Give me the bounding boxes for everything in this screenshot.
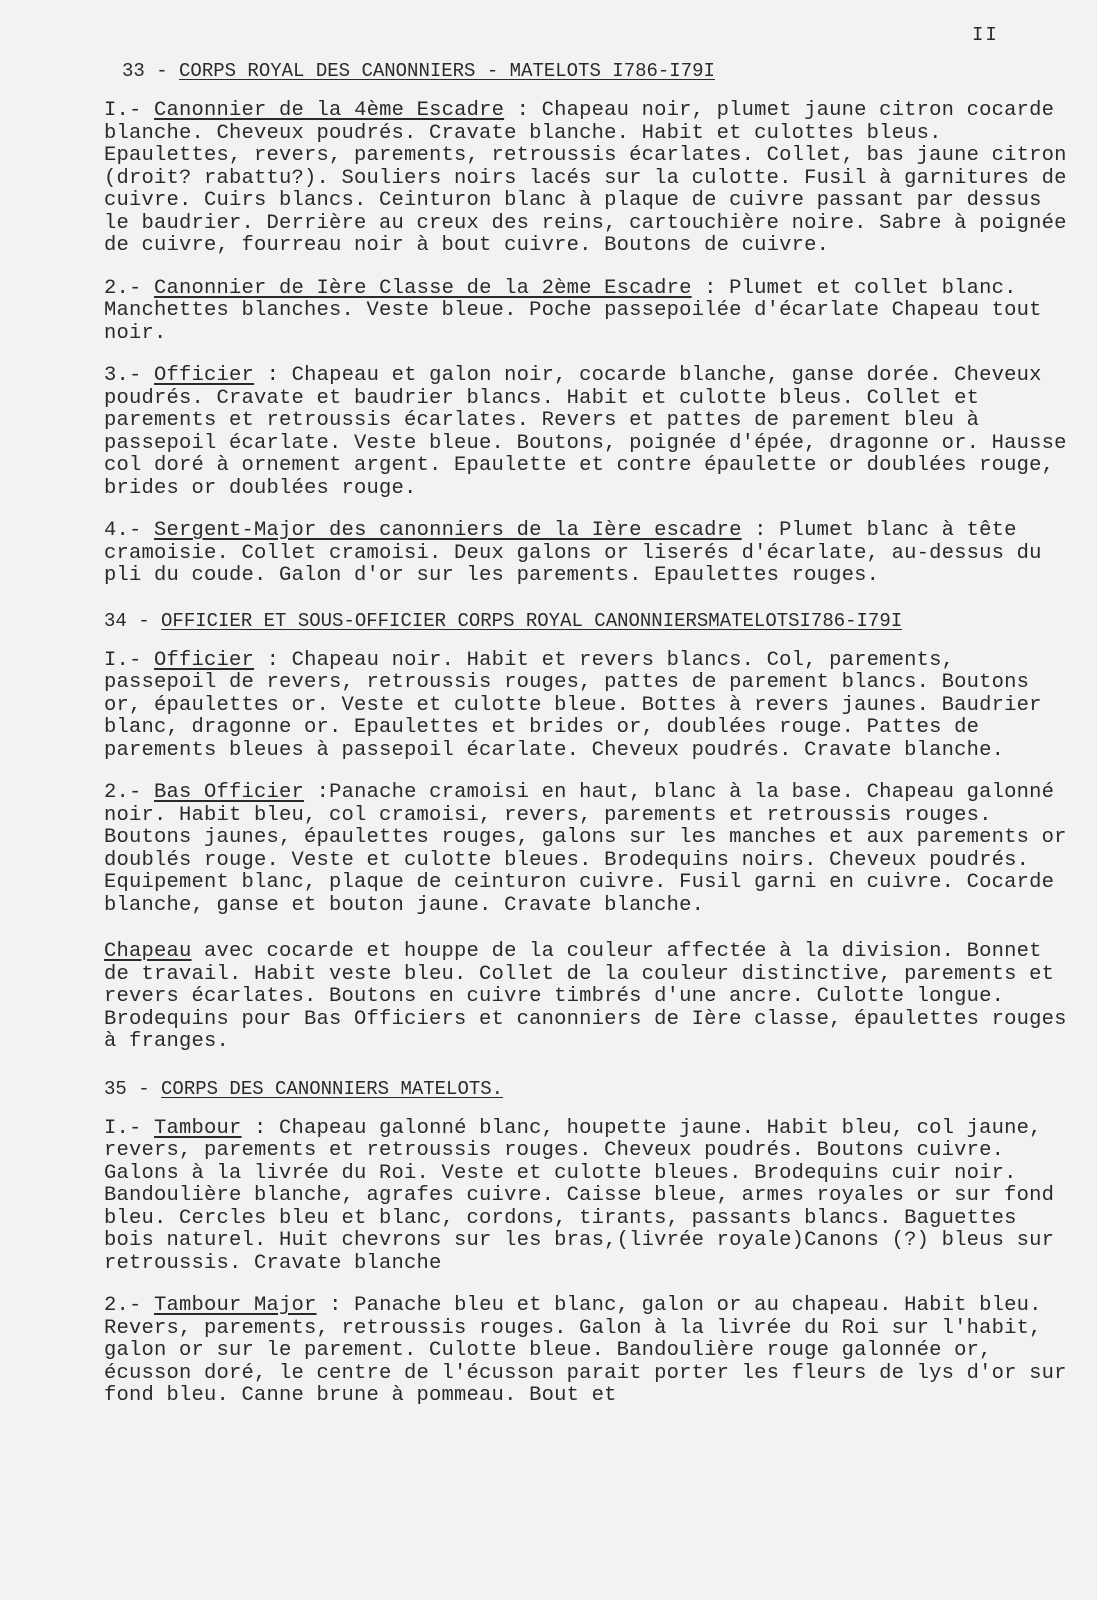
entry-label: Chapeau xyxy=(104,940,192,963)
entry-number: 4.- xyxy=(104,519,142,542)
entry-33-3 xyxy=(104,365,1077,500)
entry-text: : Panache bleu et blanc, galon or au chapeau. Habit bleu. Revers, parements, retroussis rouges. Galon à la livrée du Roi sur l'habit, galon or sur le parement. Culotte bleue. Bandoulière rouge galonnée or, écusson doré, le centre de l'écusson parait porter les fleurs de lys d'or sur fond bleu. Canne brune à pommeau. Bout et xyxy=(104,1294,1067,1407)
entry-text: : Chapeau galonné blanc, houpette jaune. Habit bleu, col jaune, revers, parements et retroussis rouges. Cheveux poudrés. Boutons cuivre. Galons à la livrée du Roi. Veste et culotte bleues. Brodequins cuir noir. Bandoulière blanche, agrafes cuivre. Caisse bleue, armes royales or sur fond bleu. Cercles bleu et blanc, cordons, tirants, passants blancs. Baguettes bois naturel. Huit chevrons sur les bras,(livrée royale)Canons (?) bleus sur retroussis. Cravate blanche xyxy=(104,1116,1055,1275)
entry-number: 3.- xyxy=(104,364,142,387)
entry-label: Officier xyxy=(154,648,255,672)
entry-label: Officier xyxy=(154,364,255,387)
entry-number: I.- xyxy=(104,99,142,122)
entry-label: Tambour Major xyxy=(154,1294,317,1317)
entry-label: Canonnier de la 4ème Escadre xyxy=(154,99,505,122)
section-title: OFFICIER ET SOUS-OFFICIER CORPS ROYAL CANONNIERSMATELOTSI786-I79I xyxy=(161,609,903,632)
section-heading-33 xyxy=(122,60,1077,82)
entry-label: Bas Officier xyxy=(154,781,305,804)
entry-number: 2.- xyxy=(104,781,142,804)
entry-number: I.- xyxy=(104,1116,142,1140)
entry-label: Sergent-Major des canonniers de la Ière escadre xyxy=(154,519,742,542)
entry-text: avec cocarde et houppe de la couleur affectée à la division. Bonnet de travail. Habit veste bleu. Collet de la couleur distinctive, parements et revers écarlates. Boutons en cuivre timbrés d'une ancre. Culotte longue. Brodequins pour Bas Officiers et canonniers de Ière classe, épaulettes rouges à franges. xyxy=(104,940,1067,1053)
entry-label: Tambour xyxy=(154,1116,242,1140)
entry-label: Canonnier de Ière Classe de la 2ème Escadre xyxy=(154,276,692,300)
section-number: 35 - xyxy=(104,1077,150,1100)
entry-number: 2.- xyxy=(104,1294,142,1317)
entry-33-1 xyxy=(104,100,1077,258)
section-number: 34 - xyxy=(104,609,150,632)
entry-34-1 xyxy=(104,650,1077,763)
entry-33-2 xyxy=(104,278,1077,346)
entry-text: : Plumet blanc à tête cramoisie. Collet cramoisi. Deux galons or liserés d'écarlate, au-dessus du pli du coude. Galon d'or sur les parements. Epaulettes rouges. xyxy=(104,519,1042,587)
section-title: CORPS DES CANONNIERS MATELOTS. xyxy=(161,1077,504,1100)
section-number: 33 - xyxy=(122,60,168,82)
entry-35-2 xyxy=(104,1295,1077,1408)
entry-text: : Chapeau et galon noir, cocarde blanche, ganse dorée. Cheveux poudrés. Cravate et baudrier blancs. Habit et culotte bleus. Collet et parements et retroussis écarlates. Revers et pattes de parement bleu à passepoil écarlate. Veste bleue. Boutons, poignée d'épée, dragonne or. Hausse col doré à ornement argent. Epaulette et contre épaulette or doublées rouge, brides or doublées rouge. xyxy=(104,364,1067,500)
entry-text: : Plumet et collet blanc. Manchettes blanches. Veste bleue. Poche passepoilée d'écarlate Chapeau tout noir. xyxy=(104,276,1042,345)
section-heading-35 xyxy=(104,1078,1077,1100)
entry-text: : Chapeau noir, plumet jaune citron cocarde blanche. Cheveux poudrés. Cravate blanche. Habit et culottes bleus. Epaulettes, revers, parements, retroussis écarlates. Collet, bas jaune citron (droit? rabattu?). Souliers noirs lacés sur la culotte. Fusil à garnitures de cuivre. Cuirs blancs. Ceinturon blanc à plaque de cuivre passant par dessus le baudrier. Derrière au creux des reins, cartouchière noire. Sabre à poignée de cuivre, fourreau noir à bout cuivre. Boutons de cuivre. xyxy=(104,99,1067,257)
entry-number: I.- xyxy=(104,648,142,672)
section-title: CORPS ROYAL DES CANONNIERS - MATELOTS I786-I79I xyxy=(179,60,715,82)
entry-34-2 xyxy=(104,782,1077,917)
section-heading-34 xyxy=(104,610,1077,632)
page-number: II xyxy=(972,24,999,46)
entry-33-4 xyxy=(104,520,1077,588)
entry-text: : Chapeau noir. Habit et revers blancs. Col, parements, passepoil de revers, retroussis rouges, pattes de parement blancs. Boutons or, épaulettes or. Veste et culotte bleue. Bottes à revers jaunes. Baudrier blanc, dragonne or. Epaulettes et brides or, doublées rouge. Pattes de parements bleues à passepoil écarlate. Cheveux poudrés. Cravate blanche. xyxy=(104,648,1042,762)
entry-text: :Panache cramoisi en haut, blanc à la base. Chapeau galonné noir. Habit bleu, col cramoisi, revers, parements et retroussis rouges. Boutons jaunes, épaulettes rouges, galons sur les manches et aux parements or doublés rouge. Veste et culotte bleues. Brodequins noirs. Cheveux poudrés. Equipement blanc, plaque de ceinturon cuivre. Fusil garni en cuivre. Cocarde blanche, ganse et bouton jaune. Cravate blanche. xyxy=(104,781,1067,917)
entry-34-chapeau xyxy=(104,941,1077,1054)
entry-number: 2.- xyxy=(104,276,142,300)
entry-35-1 xyxy=(104,1118,1077,1276)
